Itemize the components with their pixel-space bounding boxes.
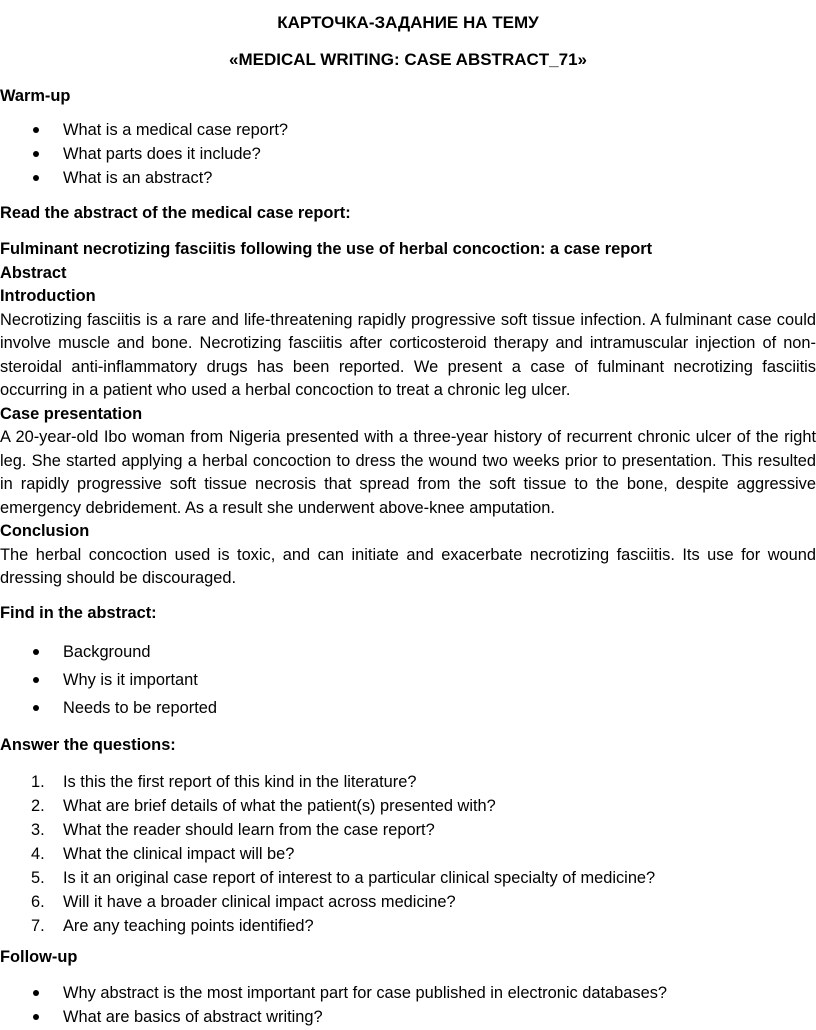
- list-item: What is an abstract?: [0, 166, 816, 190]
- list-item: Why is it important: [0, 668, 816, 696]
- article-title: Fulminant necrotizing fasciitis following the use of herbal concoction: a case report: [0, 240, 653, 258]
- introduction-text: Necrotizing fasciitis is a rare and life-threatening rapidly progressive soft tissue infection. A fulminant case could involve muscle and bone. Necrotizing fasciitis after corticosteroid therapy and intramuscular injection of non-steroidal anti-inflammatory drugs has been reported. We present a case of fulminant necrotizing fasciitis occurring in a patient who used a herbal concoction to treat a chronic leg ulcer.: [0, 310, 816, 399]
- question-text: What the reader should learn from the case report?: [63, 821, 435, 839]
- question-item: [0, 770, 816, 794]
- question-item: [0, 866, 816, 890]
- list-item: What parts does it include?: [0, 142, 816, 166]
- followup-list: [0, 981, 816, 1029]
- find-list: [0, 640, 816, 724]
- question-item: [0, 818, 816, 842]
- question-text: What the clinical impact will be?: [63, 845, 295, 863]
- questions-heading: Answer the questions:: [0, 736, 176, 754]
- question-text: What are brief details of what the patient(s) presented with?: [63, 797, 496, 815]
- question-number: 7.: [31, 917, 45, 935]
- conclusion-heading: Conclusion: [0, 522, 90, 540]
- questions-list: [0, 770, 816, 938]
- list-item: Background: [0, 640, 816, 668]
- question-number: 3.: [31, 821, 45, 839]
- worksheet-title: КАРТОЧКА-ЗАДАНИЕ НА ТЕМУ: [277, 13, 539, 32]
- question-item: [0, 794, 816, 818]
- case-presentation-heading: Case presentation: [0, 404, 143, 423]
- question-item: [0, 914, 816, 938]
- list-item: Needs to be reported: [0, 696, 816, 724]
- list-item: What is a medical case report?: [0, 118, 816, 142]
- conclusion-text: The herbal concoction used is toxic, and can initiate and exacerbate necrotizing fasciitis. Its use for wound dressing should be discouraged.: [0, 545, 816, 587]
- find-heading: Find in the abstract:: [0, 604, 157, 622]
- question-number: 2.: [31, 797, 45, 815]
- case-presentation-text: A 20-year-old Ibo woman from Nigeria presented with a three-year history of recurrent chronic ulcer of the right leg. She started applying a herbal concoction to dress the wound two weeks prior to presentation. This resulted in rapidly progressive soft tissue necrosis that spread from the soft tissue to the bone, despite aggressive emergency debridement. As a result she underwent above-knee amputation.: [0, 428, 816, 517]
- list-item: Why abstract is the most important part for case published in electronic databases?: [0, 981, 816, 1005]
- read-prompt: Read the abstract of the medical case report:: [0, 204, 351, 222]
- case-abstract: [0, 238, 816, 591]
- worksheet-topic: «MEDICAL WRITING: CASE ABSTRACT_71»: [229, 50, 587, 69]
- abstract-label: Abstract: [0, 263, 67, 282]
- question-number: 5.: [31, 869, 45, 887]
- question-text: Are any teaching points identified?: [63, 917, 314, 935]
- question-number: 6.: [31, 893, 45, 911]
- question-number: 1.: [31, 773, 45, 791]
- list-item: What are basics of abstract writing?: [0, 1005, 816, 1029]
- warmup-heading: Warm-up: [0, 87, 71, 105]
- warmup-list: [0, 118, 816, 190]
- question-text: Is it an original case report of interest to a particular clinical specialty of medicine?: [63, 869, 656, 887]
- introduction-heading: Introduction: [0, 287, 96, 305]
- question-item: [0, 842, 816, 866]
- question-number: 4.: [31, 845, 45, 863]
- followup-heading: Follow-up: [0, 948, 78, 966]
- question-item: [0, 890, 816, 914]
- question-text: Is this the first report of this kind in the literature?: [63, 773, 417, 791]
- question-text: Will it have a broader clinical impact across medicine?: [63, 893, 456, 911]
